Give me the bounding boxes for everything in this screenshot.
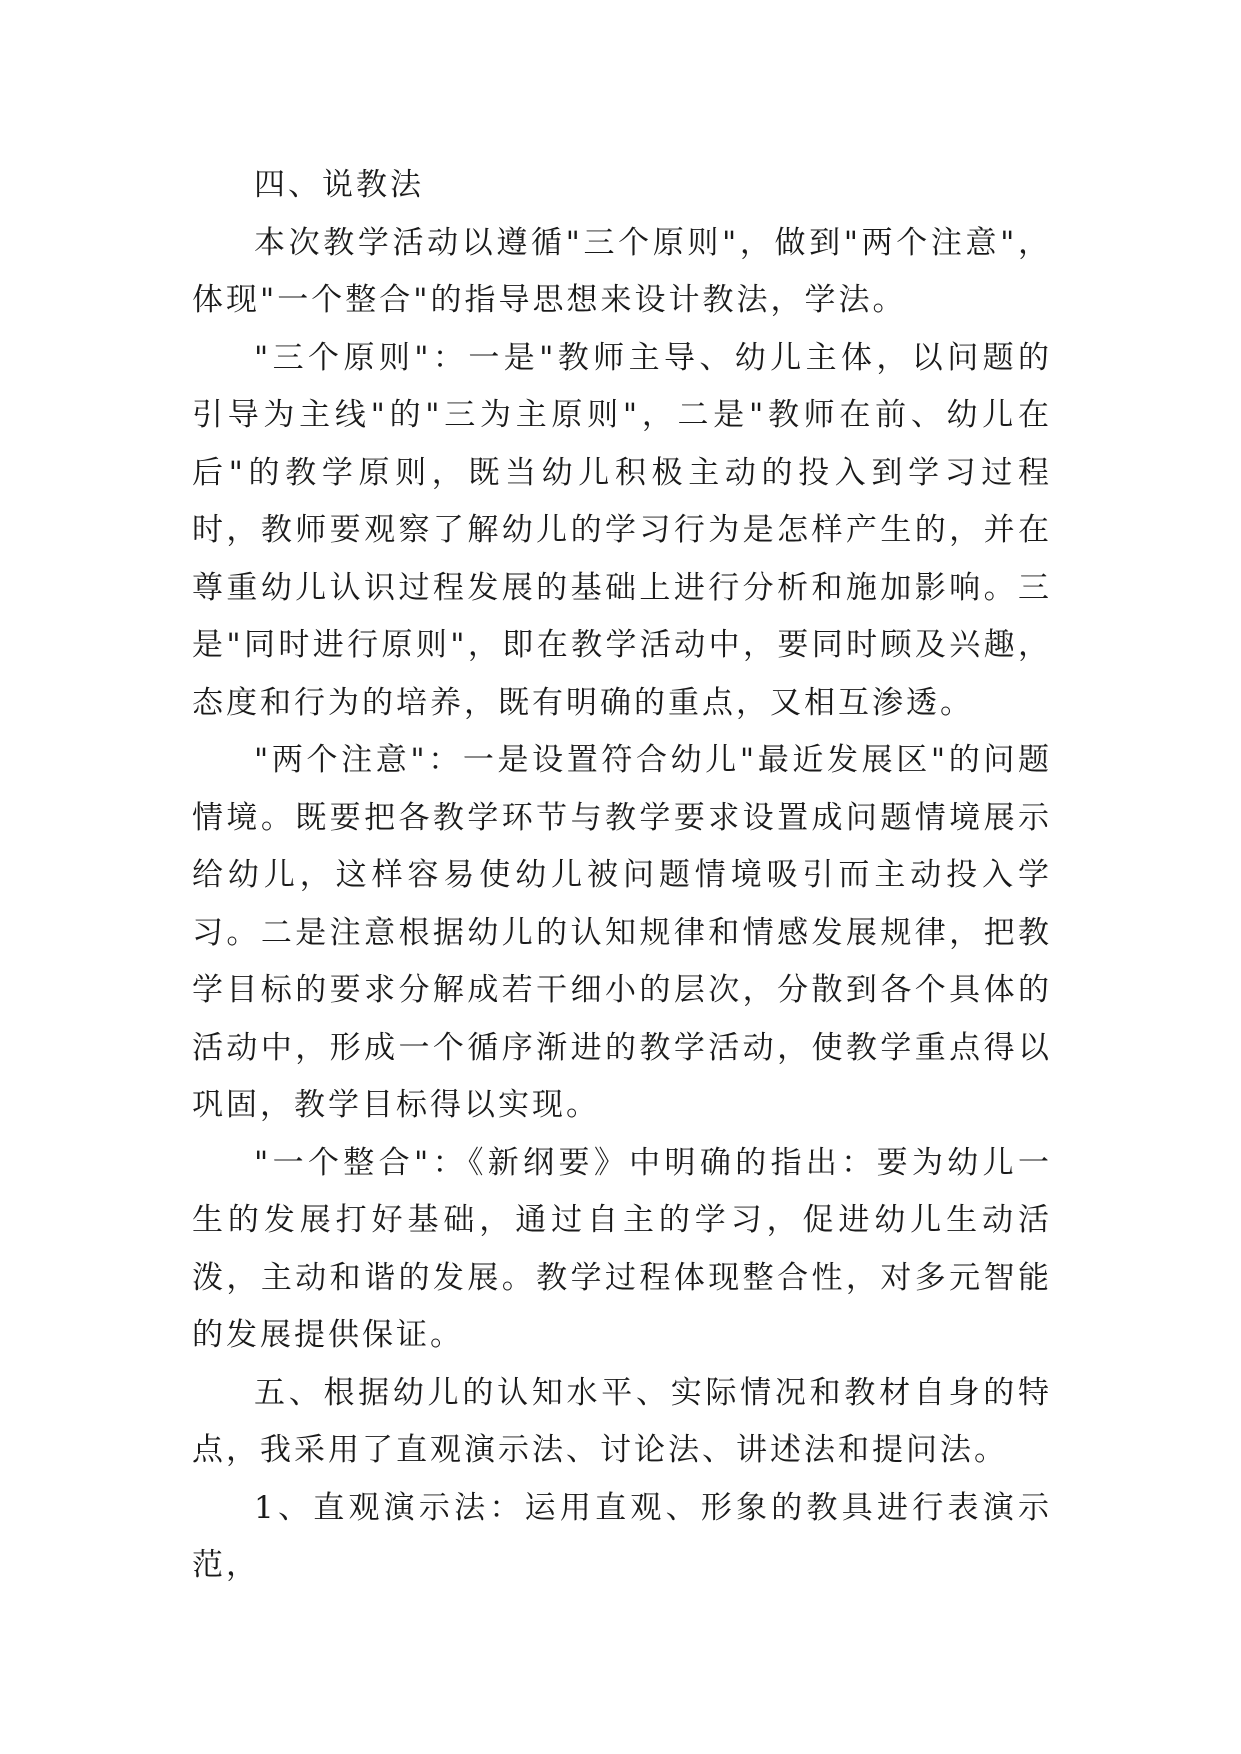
paragraph-demonstration-method: 1、直观演示法：运用直观、形象的教具进行表演示范， xyxy=(192,1489,1052,1583)
paragraph-one-integration: "一个整合"：《新纲要》中明确的指出：要为幼儿一生的发展打好基础，通过自主的学习，促进幼儿生动活泼，主动和谐的发展。教学过程体现整合性，对多元智能的发展提供保证。 xyxy=(192,1144,1052,1353)
paragraph-overview: 本次教学活动以遵循"三个原则"，做到"两个注意"，体现"一个整合"的指导思想来设计教法，学法。 xyxy=(192,224,1052,318)
document-body xyxy=(192,157,1052,1595)
paragraph-two-attentions: "两个注意"：一是设置符合幼儿"最近发展区"的问题情境。既要把各教学环节与教学要求设置成问题情境展示给幼儿，这样容易使幼儿被问题情境吸引而主动投入学习。二是注意根据幼儿的认知规律和情感发展规律，把教学目标的要求分解成若干细小的层次，分散到各个具体的活动中，形成一个循序渐进的教学活动，使教学重点得以巩固，教学目标得以实现。 xyxy=(192,742,1052,1123)
section-heading-methods-used: 五、根据幼儿的认知水平、实际情况和教材自身的特点，我采用了直观演示法、讨论法、讲述法和提问法。 xyxy=(192,1374,1052,1468)
section-heading-teaching-methods: 四、说教法 xyxy=(254,167,424,203)
paragraph-three-principles: "三个原则"：一是"教师主导、幼儿主体，以问题的引导为主线"的"三为主原则"，二是"教师在前、幼儿在后"的教学原则，既当幼儿积极主动的投入到学习过程时，教师要观察了解幼儿的学习行为是怎样产生的，并在尊重幼儿认识过程发展的基础上进行分析和施加影响。三是"同时进行原则"，即在教学活动中，要同时顾及兴趣，态度和行为的培养，既有明确的重点，又相互渗透。 xyxy=(192,339,1052,721)
